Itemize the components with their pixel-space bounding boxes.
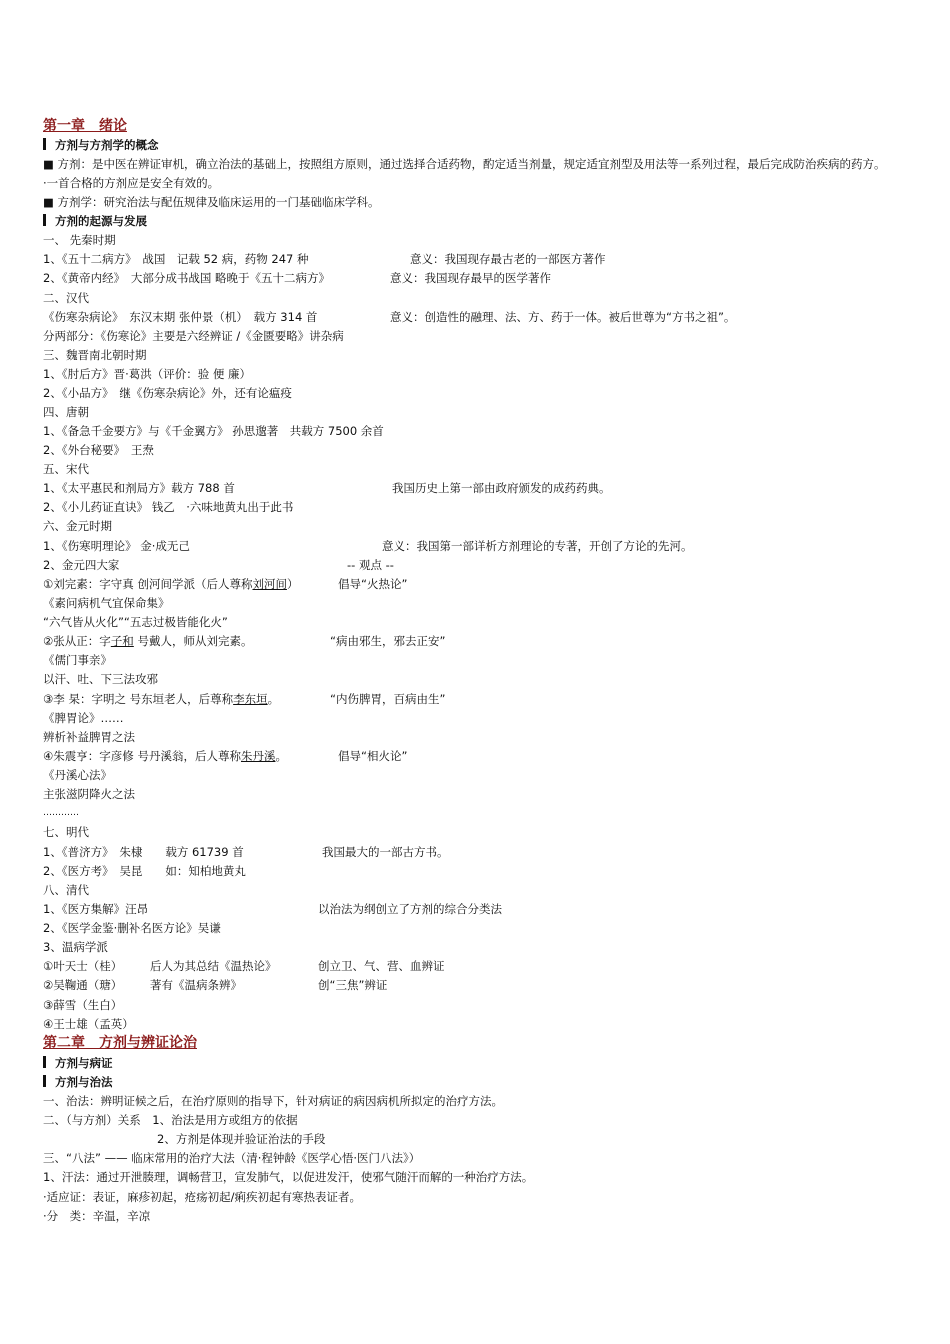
section-heading-text: 方剂与病证 bbox=[55, 1056, 113, 1070]
period-qing: 八、清代 bbox=[43, 883, 89, 897]
chapter-1-title: 第一章 绪论 bbox=[43, 118, 127, 134]
section-heading-bingzheng bbox=[43, 1055, 113, 1071]
paragraph-zhifa: 一、治法：辨明证候之后，在治疗原则的指导下，针对病证的病因病机所拟定的治疗方法。 bbox=[43, 1094, 503, 1108]
viewpoint-header: -- 观点 -- bbox=[347, 558, 394, 572]
list-item: 分两部分：《伤寒论》主要是六经辨证 /《金匮要略》讲杂病 bbox=[43, 329, 344, 343]
scholar-text: ②张从正：字 bbox=[43, 634, 111, 648]
scholar-book: 《脾胃论》…… bbox=[43, 711, 124, 725]
item-text: 2、《黄帝内经》 大部分成书战国 略晚于《五十二病方》 bbox=[43, 271, 330, 285]
scholar-name: ②吴鞠通（瑭） bbox=[43, 978, 123, 992]
scholar-text: ③李 杲：字明之 号东垣老人，后尊称 bbox=[43, 692, 234, 706]
section-heading-origin bbox=[43, 213, 147, 229]
list-item: 3、温病学派 bbox=[43, 940, 108, 954]
scholar-honorific: 刘河间 bbox=[252, 577, 287, 591]
list-item: 1、《肘后方》晋·葛洪（评价：验 便 廉） bbox=[43, 367, 252, 381]
section-heading-text: 方剂的起源与发展 bbox=[55, 214, 147, 228]
item-text: 1、《太平惠民和剂局方》载方 788 首 bbox=[43, 481, 235, 495]
paragraph-hanfa: 1、汗法：通过开泄腠理，调畅营卫，宣发肺气，以促进发汗，使邪气随汗而解的一种治疗方法。 bbox=[43, 1170, 534, 1184]
list-item: 2、《外台秘要》 王焘 bbox=[43, 443, 154, 457]
section-bar-marker bbox=[43, 214, 46, 226]
period-weijin: 三、魏晋南北朝时期 bbox=[43, 348, 147, 362]
scholar-viewpoint: 倡导“相火论” bbox=[338, 749, 408, 763]
paragraph-relation: 二、（与方剂）关系 1、治法是用方或组方的依据 bbox=[43, 1113, 298, 1127]
scholar-courtesy: 子和 bbox=[110, 634, 134, 648]
ellipsis-dots: ………… bbox=[43, 808, 79, 818]
item-text: 1、《医方集解》汪昂 bbox=[43, 902, 149, 916]
period-xianqin: 一、 先秦时期 bbox=[43, 233, 116, 247]
item-meaning: 我国最大的一部古方书。 bbox=[322, 845, 449, 859]
section-bar-marker bbox=[43, 138, 46, 150]
section-heading-zhifa bbox=[43, 1074, 113, 1090]
relation-item: 2、方剂是体现并验证治法的手段 bbox=[157, 1132, 326, 1146]
scholar-viewpoint: 倡导“火热论” bbox=[338, 577, 408, 591]
list-item: 2、《医方考》 吴昆 如：知柏地黄丸 bbox=[43, 864, 246, 878]
scholar-book: 《丹溪心法》 bbox=[43, 768, 112, 782]
scholar-text-end: ） bbox=[286, 577, 299, 591]
section-heading-concept bbox=[43, 137, 159, 153]
period-song: 五、宋代 bbox=[43, 462, 89, 476]
section-heading-text: 方剂与方剂学的概念 bbox=[55, 138, 159, 152]
item-text: 2、金元四大家 bbox=[43, 558, 120, 572]
scholar-text: ④朱震亨：字彦修 号丹溪翁，后人尊称 bbox=[43, 749, 241, 763]
item-meaning: 意义：创造性的融理、法、方、药于一体。被后世尊为“方书之祖”。 bbox=[390, 310, 736, 324]
period-han: 二、汉代 bbox=[43, 291, 89, 305]
list-item: 2、《小儿药证直诀》 钱乙 ·六味地黄丸出于此书 bbox=[43, 500, 294, 514]
scholar-name: ①叶天士（桂） bbox=[43, 959, 123, 973]
scholar-book: 《素问病机气宜保命集》 bbox=[43, 596, 170, 610]
item-text: 《伤寒杂病论》 东汉末期 张仲景（机） 载方 314 首 bbox=[43, 310, 318, 324]
period-tang: 四、唐朝 bbox=[43, 405, 89, 419]
item-text: 1、《普济方》 朱棣 载方 61739 首 bbox=[43, 845, 244, 859]
scholar-text: ①刘完素：字守真 创河间学派（后人尊称 bbox=[43, 577, 253, 591]
scholar-view: 主张滋阴降火之法 bbox=[43, 787, 135, 801]
item-text: 1、《五十二病方》 战国 记载 52 病，药物 247 种 bbox=[43, 252, 309, 266]
scholar-view: “六气皆从火化”“五志过极皆能化火” bbox=[43, 615, 228, 629]
definition-fangji: ■ 方剂：是中医在辨证审机，确立治法的基础上，按照组方原则，通过选择合适药物，酌定适当剂量，规定适宜剂型及用法等一系列过程，最后完成防治疾病的药方。 bbox=[43, 157, 886, 171]
item-text: 1、《伤寒明理论》 金·成无己 bbox=[43, 539, 190, 553]
scholar-wang: ④王士雄（孟英） bbox=[43, 1017, 134, 1031]
scholar-text-end: 号戴人，师从刘完素。 bbox=[133, 634, 253, 648]
scholar-contribution: 创“三焦”辨证 bbox=[318, 978, 388, 992]
item-meaning: 意义：我国现存最早的医学著作 bbox=[390, 271, 551, 285]
definition-fangji-note: ·一首合格的方剂应是安全有效的。 bbox=[43, 176, 220, 190]
item-meaning: 以治法为纲创立了方剂的综合分类法 bbox=[318, 902, 502, 916]
item-meaning: 我国历史上第一部由政府颁发的成药药典。 bbox=[392, 481, 611, 495]
paragraph-indication: ·适应证：表证，麻疹初起，疮疡初起/痢疾初起有寒热表证者。 bbox=[43, 1190, 362, 1204]
period-jinyuan: 六、金元时期 bbox=[43, 519, 112, 533]
definition-fangjixue: ■ 方剂学：研究治法与配伍规律及临床运用的一门基础临床学科。 bbox=[43, 195, 380, 209]
scholar-text-end: 。 bbox=[267, 692, 280, 706]
scholar-work: 著有《温病条辨》 bbox=[150, 978, 242, 992]
scholar-xue: ③薛雪（生白） bbox=[43, 998, 123, 1012]
scholar-honorific: 李东垣 bbox=[233, 692, 268, 706]
section-heading-text: 方剂与治法 bbox=[55, 1075, 113, 1089]
list-item: 2、《医学金鉴·删补名医方论》吴谦 bbox=[43, 921, 221, 935]
chapter-2-title: 第二章 方剂与辨证论治 bbox=[43, 1035, 197, 1051]
item-meaning: 意义：我国现存最古老的一部医方著作 bbox=[410, 252, 606, 266]
period-ming: 七、明代 bbox=[43, 825, 89, 839]
section-bar-marker bbox=[43, 1075, 46, 1087]
list-item: 1、《备急千金要方》与《千金翼方》 孙思邈著 共载方 7500 余首 bbox=[43, 424, 384, 438]
item-meaning: 意义：我国第一部详析方剂理论的专著，开创了方论的先河。 bbox=[382, 539, 693, 553]
scholar-work: 后人为其总结《温热论》 bbox=[150, 959, 277, 973]
scholar-view: 辨析补益脾胃之法 bbox=[43, 730, 135, 744]
scholar-book: 《儒门事亲》 bbox=[43, 653, 112, 667]
scholar-view: 以汗、吐、下三法攻邪 bbox=[43, 672, 158, 686]
scholar-honorific: 朱丹溪 bbox=[240, 749, 276, 763]
section-bar-marker bbox=[43, 1056, 46, 1068]
paragraph-classification: ·分 类：辛温，辛凉 bbox=[43, 1209, 151, 1223]
scholar-viewpoint: “病由邪生，邪去正安” bbox=[330, 634, 446, 648]
paragraph-bafa: 三、“八法” —— 临床常用的治疗大法（清·程钟龄《医学心悟·医门八法》） bbox=[43, 1151, 421, 1165]
scholar-text-end: 。 bbox=[275, 749, 287, 763]
list-item: 2、《小品方》 继《伤寒杂病论》外，还有论瘟疫 bbox=[43, 386, 292, 400]
scholar-viewpoint: “内伤脾胃，百病由生” bbox=[330, 692, 446, 706]
scholar-contribution: 创立卫、气、营、血辨证 bbox=[318, 959, 445, 973]
